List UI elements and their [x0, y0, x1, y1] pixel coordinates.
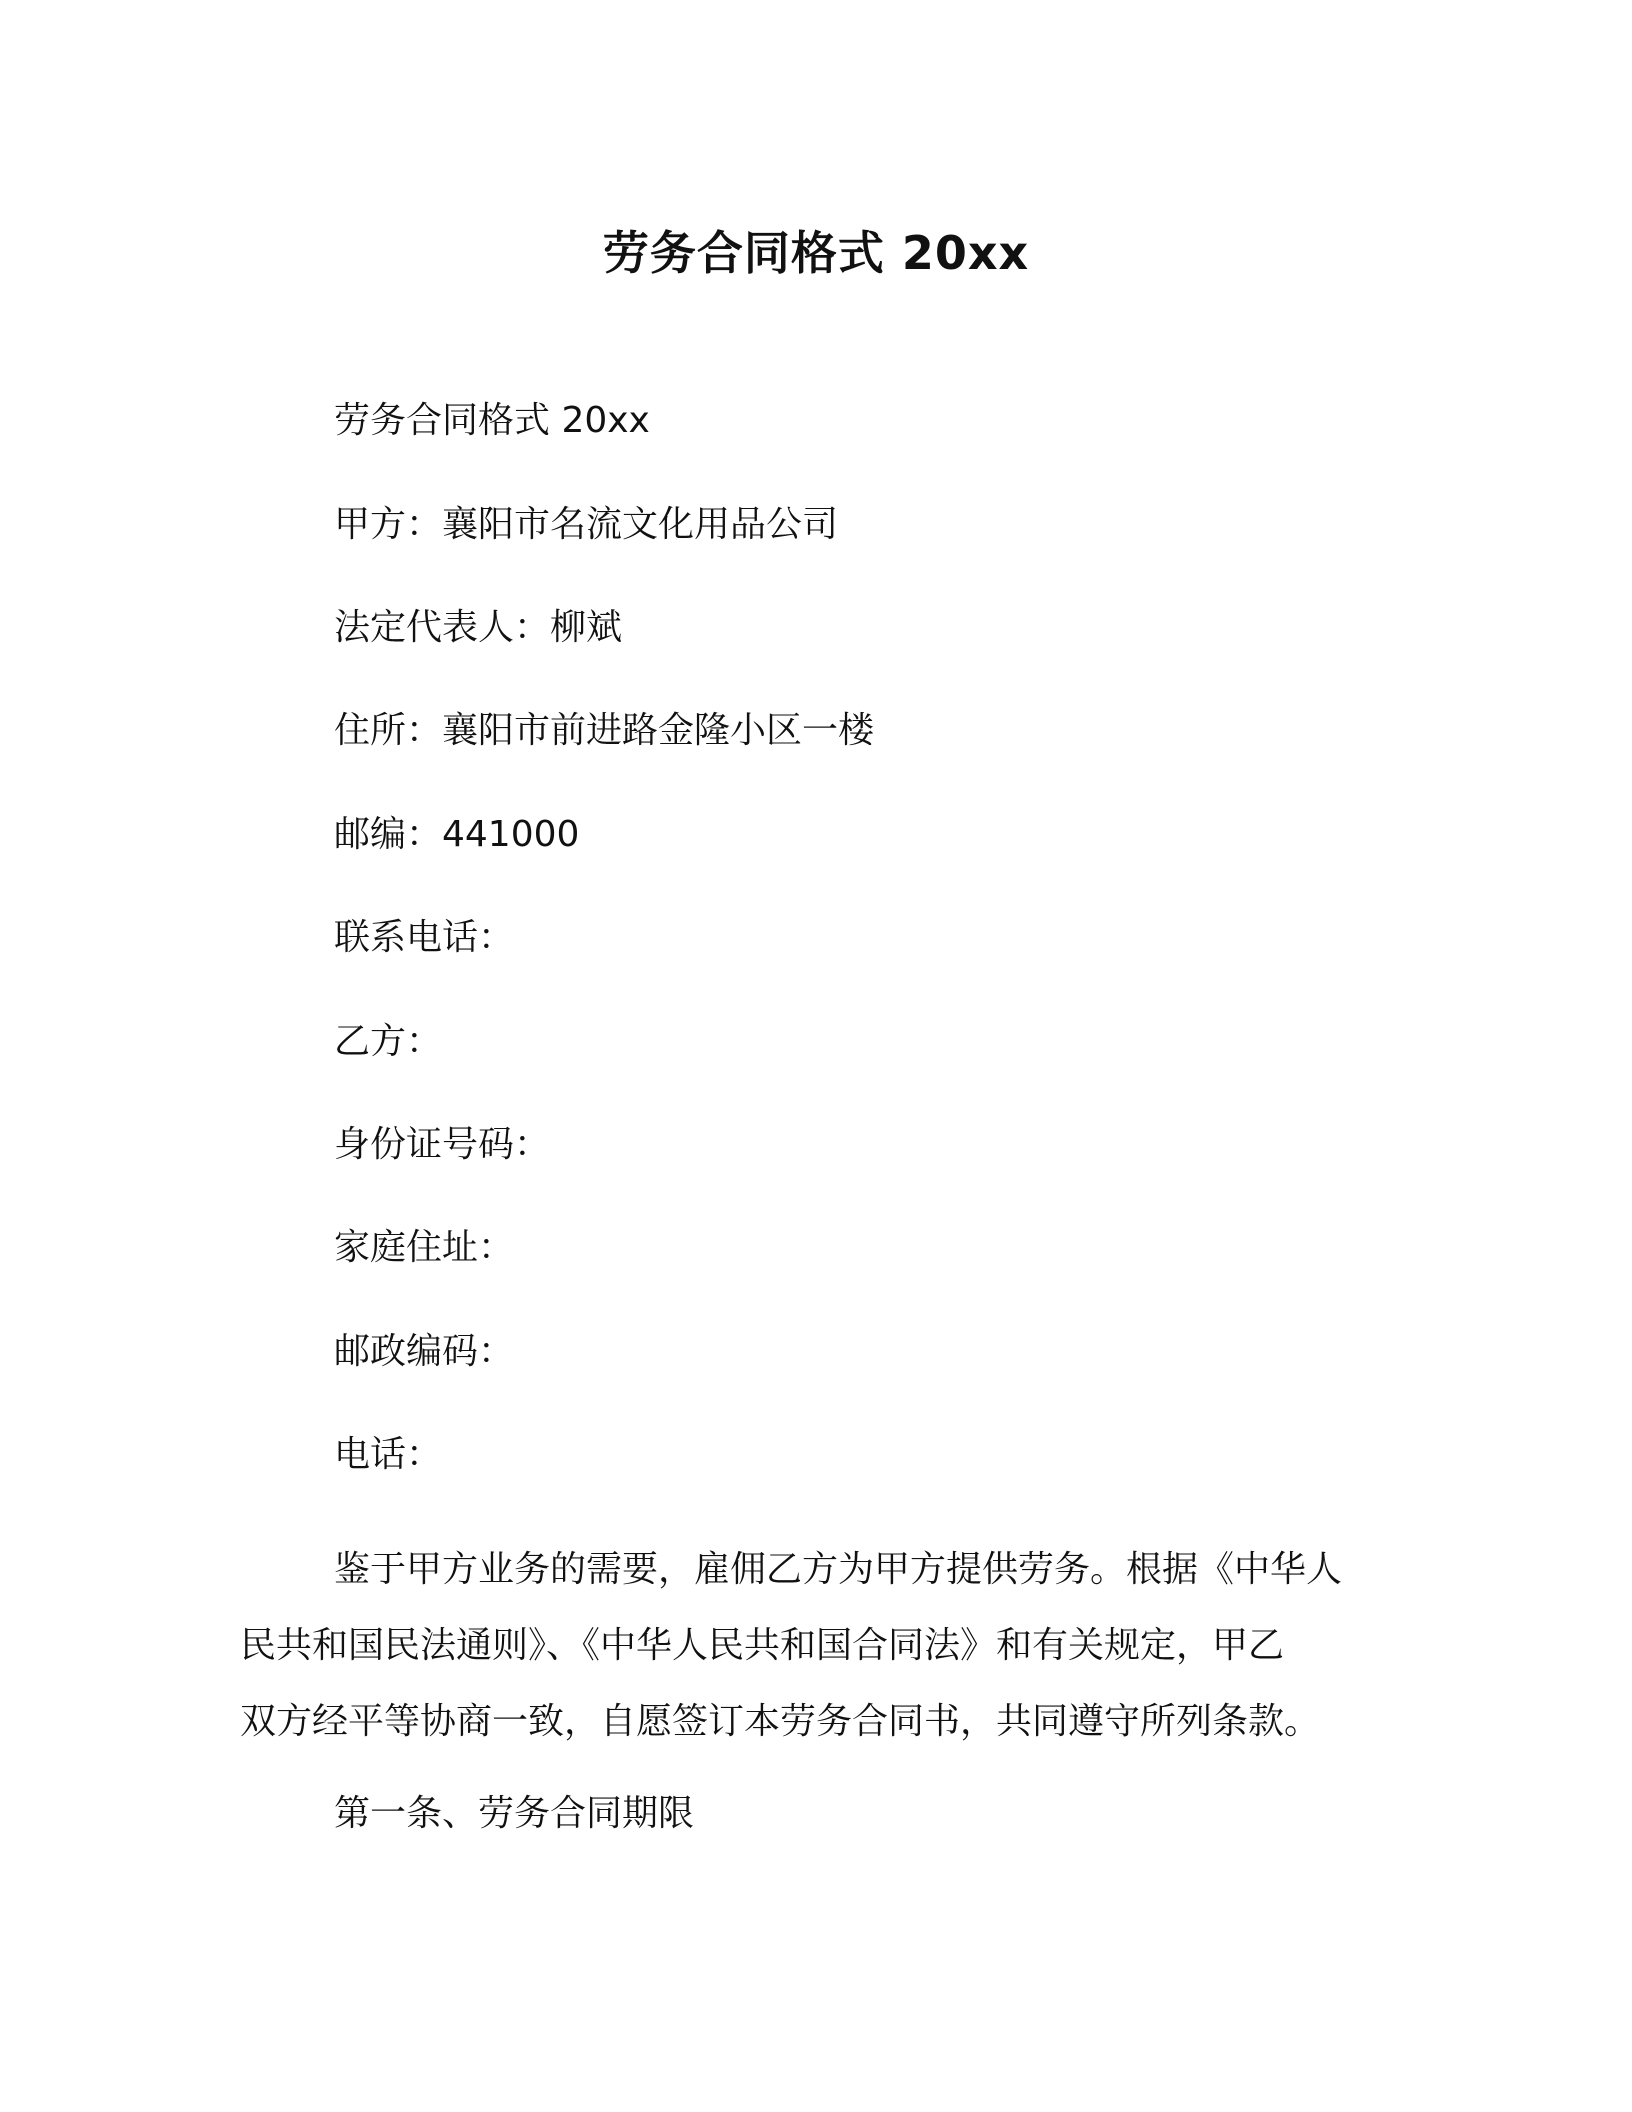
document-title: 劳务合同格式 20xx	[602, 226, 1030, 280]
intro-paragraph	[240, 1532, 1400, 1760]
field-postal-code: 邮政编码：	[334, 1331, 515, 1372]
intro-line: 鉴于甲方业务的需要，雇佣乙方为甲方提供劳务。根据《中华人	[334, 1549, 1343, 1590]
field-id-number: 身份证号码：	[334, 1124, 551, 1165]
field-contact-phone: 联系电话：	[334, 917, 515, 958]
field-postcode: 邮编：441000	[334, 814, 580, 855]
field-legal-representative: 法定代表人：柳斌	[334, 607, 623, 648]
intro-line: 双方经平等协商一致，自愿签订本劳务合同书，共同遵守所列条款。	[240, 1701, 1321, 1742]
intro-line: 民共和国民法通则》、《中华人民共和国合同法》和有关规定，甲乙	[240, 1625, 1285, 1666]
field-heading: 劳务合同格式 20xx	[334, 400, 650, 441]
field-phone: 电话：	[334, 1434, 443, 1475]
article-heading: 第一条、劳务合同期限	[334, 1793, 695, 1834]
field-home-address: 家庭住址：	[334, 1227, 515, 1268]
field-party-b: 乙方：	[334, 1021, 443, 1062]
field-address: 住所：襄阳市前进路金隆小区一楼	[334, 710, 875, 751]
field-party-a: 甲方：襄阳市名流文化用品公司	[334, 504, 839, 545]
